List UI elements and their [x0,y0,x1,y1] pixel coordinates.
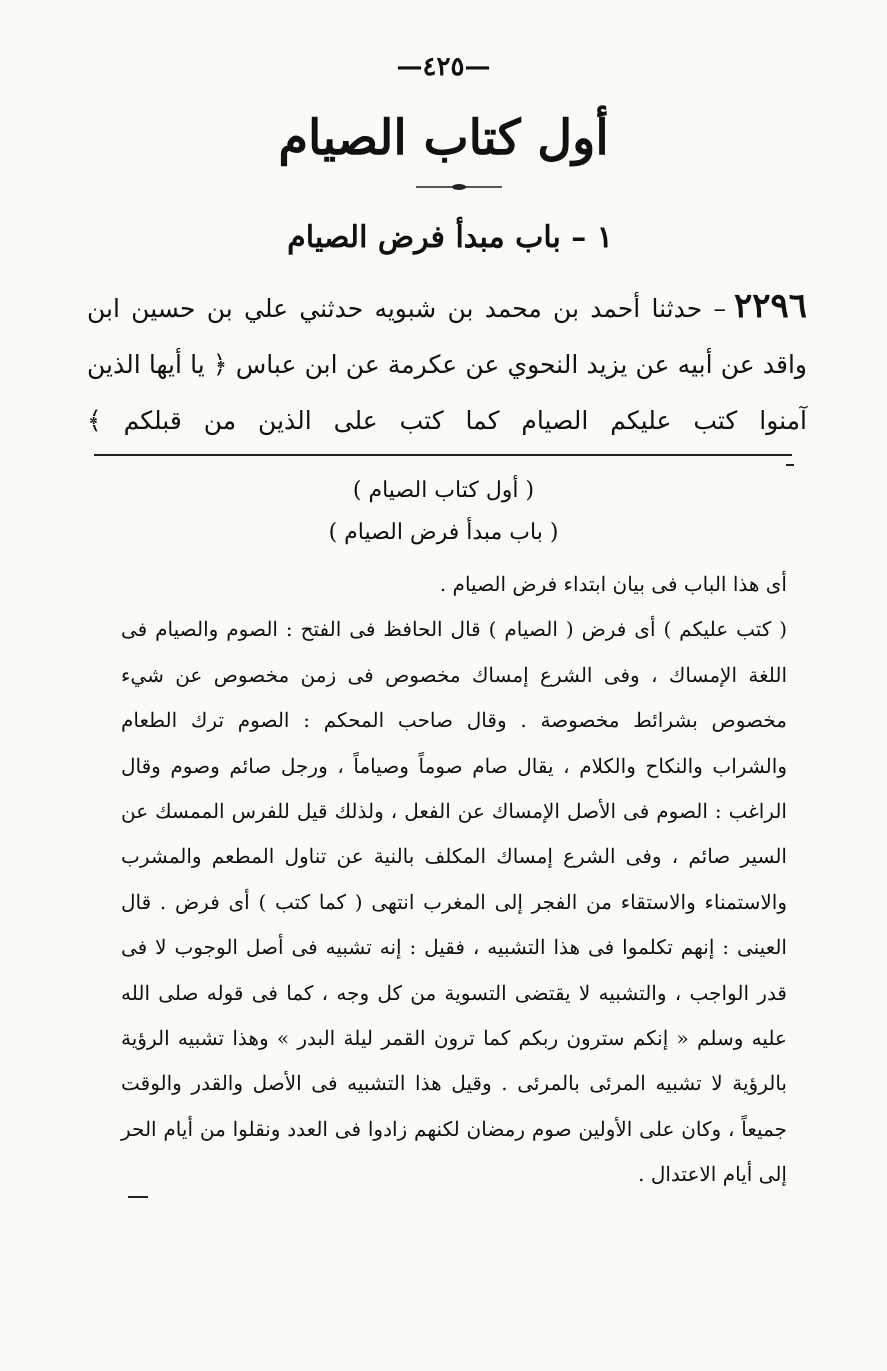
margin-dash [128,1196,148,1198]
page-number: —٤٢٥— [396,52,491,82]
commentary-title-chapter: ( باب مبدأ فرض الصيام ) [328,520,559,545]
commentary-text [121,562,787,1198]
chapter-heading: ١ – باب مبدأ فرض الصيام [287,220,613,255]
book-title: أول كتاب الصيام [278,110,609,166]
commentary-title-book: ( أول كتاب الصيام ) [352,478,535,503]
hadith-number: ٢٢٩٦ [733,286,807,326]
separator-rule [94,454,792,456]
hadith-text [87,278,807,449]
ornament-divider [414,182,504,192]
commentary-paragraph: ( كتب عليكم ) أى فرض ( الصيام ) قال الحافظ فى الفتح : الصوم والصيام فى اللغة الإمساك ، وفى الشرع إمساك مخصوص فى زمن مخصوص عن شيء مخصوص بشرائط مخصوصة . وقال صاحب المحكم : الصوم ترك الطعام والشراب والنكاح والكلام ، يقال صام صوماً وصياماً ، ورجل صائم وصوم وقال الراغب : الصوم فى الأصل الإمساك عن الفعل ، ولذلك قيل للفرس الممسك عن السير صائم ، وفى الشرع إمساك المكلف بالنية عن تناول المطعم والمشرب والاستمناء والاستقاء من الفجر إلى المغرب انتهى ( كما كتب ) أى فرض . قال العينى : إنهم تكلموا فى هذا التشبيه ، فقيل : إنه تشبيه فى أصل الوجوب لا فى قدر الواجب ، والتشبيه لا يقتضى التسوية من كل وجه ، كما فى قوله صلى الله عليه وسلم « إنكم سترون ربكم كما ترون القمر ليلة البدر » وهذا تشبيه الرؤية بالرؤية لا تشبيه المرئى بالمرئى . وقيل هذا التشبيه فى الأصل والقدر والوقت جميعاً ، وكان على الأولين صوم رمضان لكنهم زادوا فى العدد ونقلوا من أيام الحر إلى أيام الاعتدال . [121,617,787,1187]
hadith-body: – حدثنا أحمد بن محمد بن شبويه حدثني علي بن حسين ابن واقد عن أبيه عن يزيد النحوي عن عكرمة عن ابن عباس ﴿ يا أيها الذين آمنوا كتب عليكم الصيام كما كتب على الذين من قبلكم ﴾ [87,294,807,435]
commentary-paragraph: أى هذا الباب فى بيان ابتداء فرض الصيام . [439,572,787,596]
separator-tick [786,464,794,466]
